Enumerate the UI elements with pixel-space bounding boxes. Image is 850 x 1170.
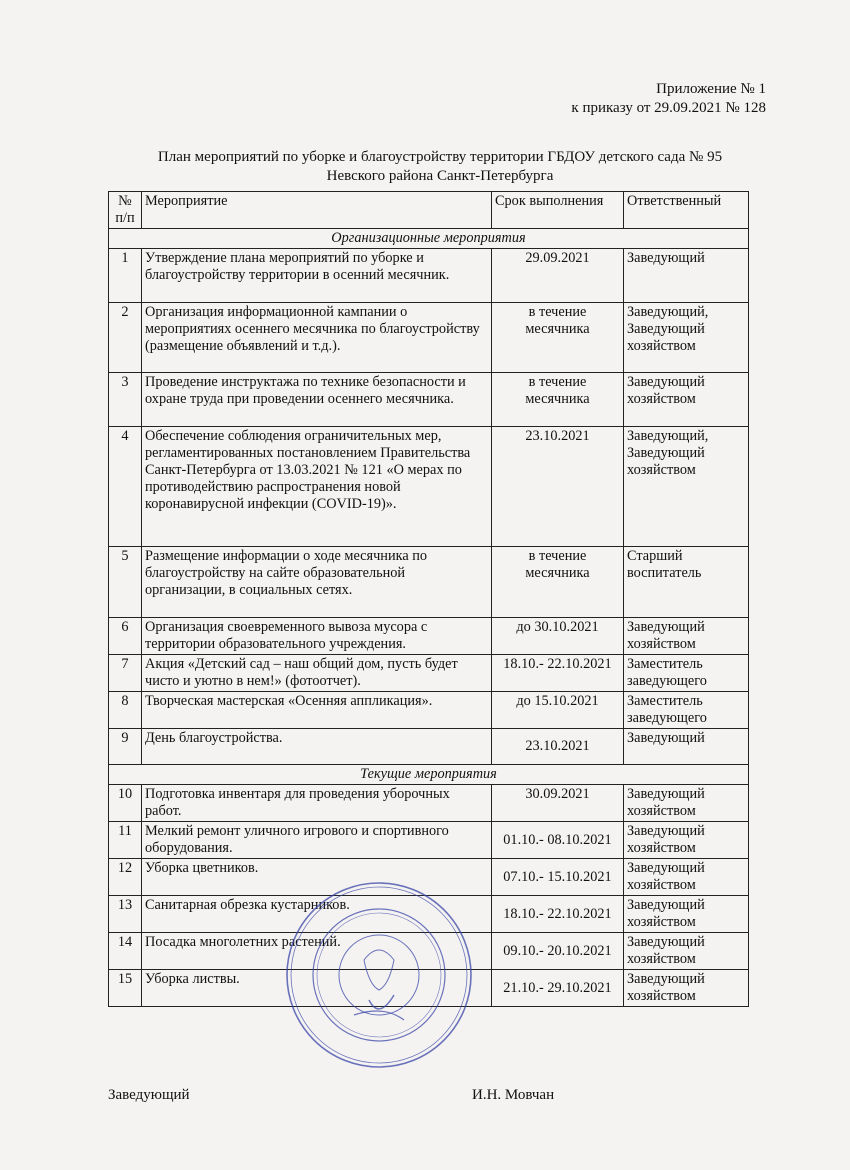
row-term: 01.10.- 08.10.2021 <box>492 822 624 859</box>
table-row <box>109 547 749 618</box>
section-row-current <box>109 765 749 785</box>
table-row <box>109 427 749 547</box>
row-term: 18.10.- 22.10.2021 <box>492 896 624 933</box>
appendix-line-2: к приказу от 29.09.2021 № 128 <box>571 100 766 116</box>
row-number: 12 <box>109 859 142 896</box>
section-title-organizational: Организационные мероприятия <box>109 229 749 249</box>
row-activity: Проведение инструктажа по технике безопасности и охране труда при проведении осеннего месячника. <box>142 373 492 427</box>
table-row <box>109 785 749 822</box>
row-responsible: Заведующий хозяйством <box>624 933 749 970</box>
row-term: 23.10.2021 <box>492 427 624 547</box>
signature-name: И.Н. Мовчан <box>472 1087 555 1103</box>
row-responsible: Заведующий хозяйством <box>624 618 749 655</box>
header-activity: Мероприятие <box>142 192 492 229</box>
row-responsible: Заведующий хозяйством <box>624 785 749 822</box>
section-title-current: Текущие мероприятия <box>109 765 749 785</box>
row-term: до 30.10.2021 <box>492 618 624 655</box>
row-activity: Мелкий ремонт уличного игрового и спортивного оборудования. <box>142 822 492 859</box>
row-activity: Творческая мастерская «Осенняя аппликация». <box>142 692 492 729</box>
row-number: 10 <box>109 785 142 822</box>
row-responsible: Старший воспитатель <box>624 547 749 618</box>
row-responsible: Заведующий <box>624 729 749 765</box>
row-activity: Уборка листвы. <box>142 970 492 1007</box>
row-term: 23.10.2021 <box>492 729 624 765</box>
row-activity: Уборка цветников. <box>142 859 492 896</box>
row-responsible: Заведующий хозяйством <box>624 822 749 859</box>
section-row-organizational <box>109 229 749 249</box>
row-term: 29.09.2021 <box>492 249 624 303</box>
table-row <box>109 249 749 303</box>
row-term: 09.10.- 20.10.2021 <box>492 933 624 970</box>
table-row <box>109 373 749 427</box>
row-activity: Обеспечение соблюдения ограничительных мер, регламентированных постановлением Правительства Санкт-Петербурга от 13.03.2021 № 121 «О мерах по противодействию распространения новой коронавирусной инфекции (COVID-19)». <box>142 427 492 547</box>
row-term: до 15.10.2021 <box>492 692 624 729</box>
header-term: Срок выполнения <box>492 192 624 229</box>
row-activity: Подготовка инвентаря для проведения уборочных работ. <box>142 785 492 822</box>
row-responsible: Заместитель заведующего <box>624 692 749 729</box>
row-activity: Размещение информации о ходе месячника по благоустройству на сайте образовательной организации, в социальных сетях. <box>142 547 492 618</box>
table-row <box>109 729 749 765</box>
row-term: 18.10.- 22.10.2021 <box>492 655 624 692</box>
row-number: 1 <box>109 249 142 303</box>
appendix-note <box>571 80 766 118</box>
row-responsible: Заведующий <box>624 249 749 303</box>
row-number: 11 <box>109 822 142 859</box>
signature-position: Заведующий <box>108 1087 190 1103</box>
table-row <box>109 822 749 859</box>
row-term: в течение месячника <box>492 303 624 373</box>
row-number: 15 <box>109 970 142 1007</box>
document-title <box>100 148 780 186</box>
appendix-line-1: Приложение № 1 <box>656 81 766 97</box>
row-responsible: Заведующий хозяйством <box>624 896 749 933</box>
table-row <box>109 618 749 655</box>
row-responsible: Заведующий, Заведующий хозяйством <box>624 303 749 373</box>
row-number: 8 <box>109 692 142 729</box>
row-term: в течение месячника <box>492 373 624 427</box>
row-activity: Утверждение плана мероприятий по уборке и благоустройству территории в осенний месячник. <box>142 249 492 303</box>
row-number: 14 <box>109 933 142 970</box>
row-responsible: Заведующий хозяйством <box>624 373 749 427</box>
row-number: 9 <box>109 729 142 765</box>
row-activity: Санитарная обрезка кустарников. <box>142 896 492 933</box>
row-term: 30.09.2021 <box>492 785 624 822</box>
row-responsible: Заведующий, Заведующий хозяйством <box>624 427 749 547</box>
row-number: 5 <box>109 547 142 618</box>
row-number: 4 <box>109 427 142 547</box>
header-number: № п/п <box>109 192 142 229</box>
table-header-row <box>109 192 749 229</box>
header-responsible: Ответственный <box>624 192 749 229</box>
row-term: 07.10.- 15.10.2021 <box>492 859 624 896</box>
row-responsible: Заведующий хозяйством <box>624 859 749 896</box>
row-number: 13 <box>109 896 142 933</box>
row-activity: Организация своевременного вывоза мусора с территории образовательного учреждения. <box>142 618 492 655</box>
official-stamp <box>284 880 474 1070</box>
table-row <box>109 655 749 692</box>
row-activity: Акция «Детский сад – наш общий дом, пусть будет чисто и уютно в нем!» (фотоотчет). <box>142 655 492 692</box>
row-responsible: Заместитель заведующего <box>624 655 749 692</box>
row-activity: Организация информационной кампании о мероприятиях осеннего месячника по благоустройству (размещение объявлений и т.д.). <box>142 303 492 373</box>
row-number: 7 <box>109 655 142 692</box>
table-row <box>109 303 749 373</box>
row-term: 21.10.- 29.10.2021 <box>492 970 624 1007</box>
row-number: 6 <box>109 618 142 655</box>
row-responsible: Заведующий хозяйством <box>624 970 749 1007</box>
row-activity: День благоустройства. <box>142 729 492 765</box>
row-activity: Посадка многолетних растений. <box>142 933 492 970</box>
title-line-1: План мероприятий по уборке и благоустройству территории ГБДОУ детского сада № 95 <box>157 149 723 165</box>
table-row <box>109 692 749 729</box>
title-line-2: Невского района Санкт-Петербурга <box>326 168 554 184</box>
row-number: 2 <box>109 303 142 373</box>
row-term: в течение месячника <box>492 547 624 618</box>
row-number: 3 <box>109 373 142 427</box>
